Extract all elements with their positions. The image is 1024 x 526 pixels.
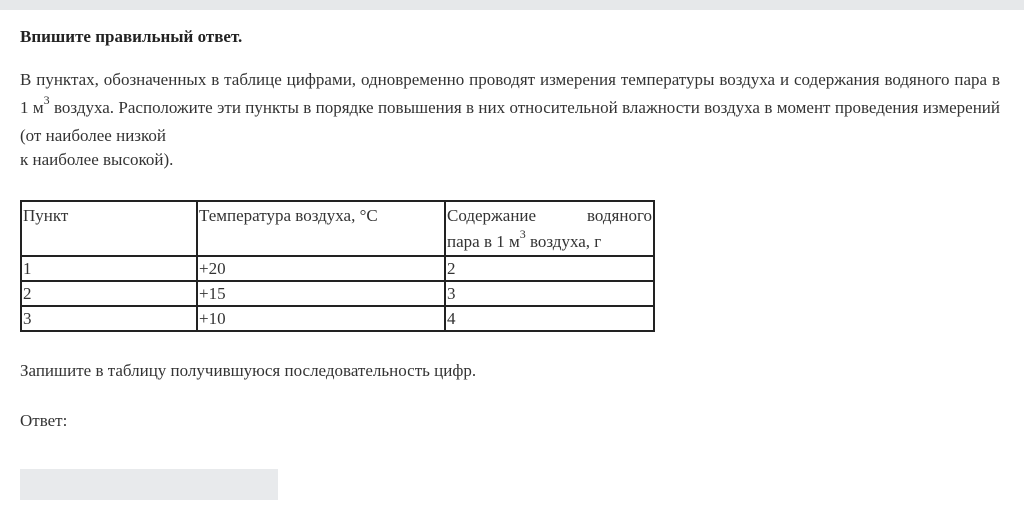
answer-label: Ответ: [20,411,68,430]
header-water-line2 [447,229,652,255]
measurements-table [20,200,655,332]
cell-temperature: +20 [197,256,445,281]
question-content [20,24,1000,434]
cell-water: 2 [445,256,654,281]
cell-temperature: +15 [197,281,445,306]
table-row [21,256,654,281]
task-superscript: 3 [43,93,50,108]
cell-point: 3 [21,306,197,331]
header-water-content [445,201,654,256]
header-point: Пункт [21,201,197,256]
cell-water: 3 [445,281,654,306]
header-water-line1 [447,203,652,229]
table-header-row [21,201,654,256]
cell-point: 2 [21,281,197,306]
table-row [21,281,654,306]
task-text [20,66,1000,172]
cell-water: 4 [445,306,654,331]
header-temperature: Температура воздуха, °С [197,201,445,256]
prompt-text: Запишите в таблицу получившуюся последовательность цифр. [20,361,477,380]
top-bar [0,0,1024,10]
task-text-part2: воздуха. Расположите эти пункты в порядке повышения в них относительной влажности воздуха в момент проведения измерений (от наиболее низкой [20,98,1000,145]
header-water-word2: водяного [586,206,652,225]
cell-temperature: +10 [197,306,445,331]
table-row [21,306,654,331]
header-water-word1: Содержание [447,206,537,225]
header-water-sup: 3 [519,227,526,242]
instruction-text: Впишите правильный ответ. [20,27,243,46]
cell-point: 1 [21,256,197,281]
header-water-line2b: воздуха, г [525,232,602,251]
task-text-part1: В пунктах, обозначенных в таблице цифрами, одновременно проводят измерения температуры воздуха и содержания водяного пара в 1 м [20,70,1000,117]
answer-input[interactable] [20,469,278,500]
header-water-line2a: пара в 1 м [447,232,520,251]
task-text-part3: к наиболее высокой). [20,150,174,169]
